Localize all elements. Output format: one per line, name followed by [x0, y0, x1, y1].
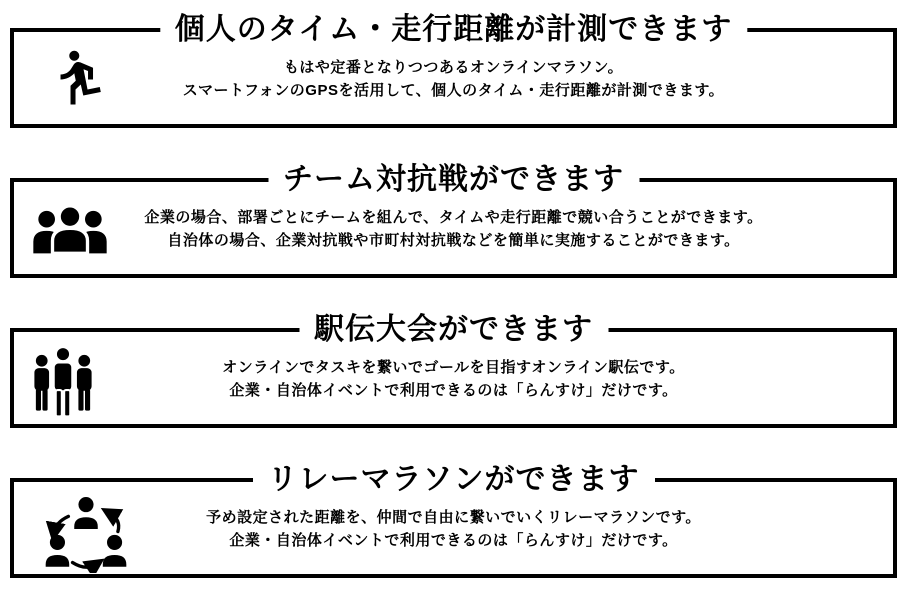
- description-line: 自治体の場合、企業対抗戦や市町村対抗戦などを簡単に実施することができます。: [167, 232, 740, 249]
- description-line: スマートフォンのGPSを活用して、個人のタイム・走行距離が計測できます。: [182, 82, 725, 99]
- feature-card-team-battle: [10, 163, 897, 278]
- feature-description: [14, 206, 893, 252]
- description-line: オンラインでタスキを繋いでゴールを目指すオンライン駅伝です。: [222, 359, 685, 376]
- feature-description: [14, 506, 893, 552]
- section-title: チーム対抗戦ができます: [268, 161, 639, 199]
- description-line: 企業の場合、部署ごとにチームを組んで、タイムや走行距離で競い合うことができます。: [144, 209, 763, 226]
- description-line: 企業・自治体イベントで利用できるのは「らんすけ」だけです。: [229, 382, 678, 399]
- feature-description: [14, 356, 893, 402]
- section-title: 個人のタイム・走行距離が計測できます: [160, 11, 747, 49]
- description-line: もはや定番となりつつあるオンラインマラソン。: [283, 59, 624, 76]
- feature-card-ekiden: [10, 313, 897, 428]
- section-title: 駅伝大会ができます: [299, 311, 608, 349]
- feature-card-personal-time-distance: [10, 13, 897, 128]
- feature-description: [14, 56, 893, 102]
- feature-card-relay-marathon: [10, 463, 897, 578]
- description-line: 予め設定された距離を、仲間で自由に繋いでいくリレーマラソンです。: [206, 509, 701, 526]
- description-line: 企業・自治体イベントで利用できるのは「らんすけ」だけです。: [229, 532, 678, 549]
- section-title: リレーマラソンができます: [253, 461, 655, 499]
